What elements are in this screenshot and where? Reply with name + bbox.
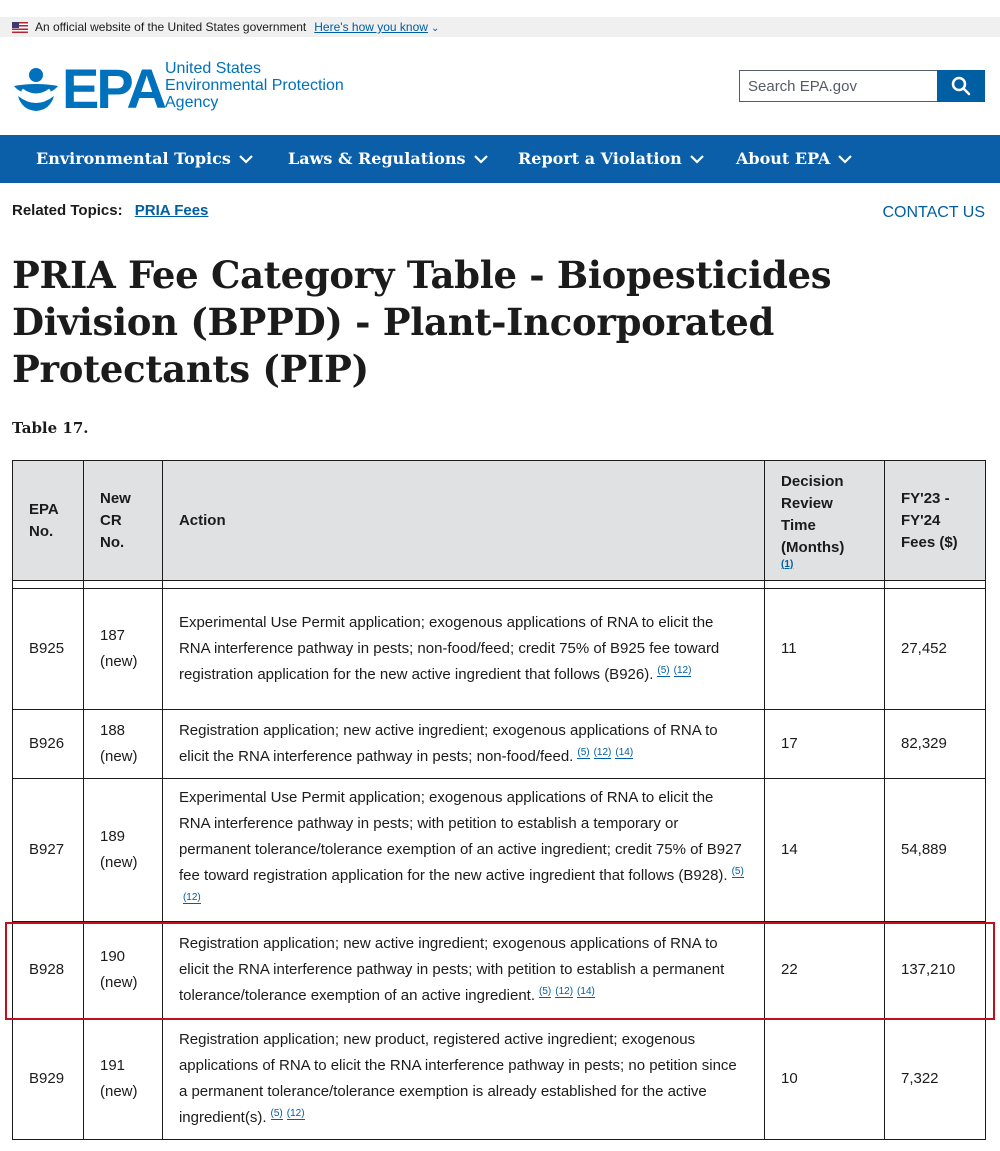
cell-cr-no [83,710,162,779]
search-form [739,70,985,102]
nav-report-violation[interactable] [518,149,705,168]
footnote-link[interactable]: (5) [270,1108,283,1119]
main-nav [0,135,1000,183]
agency-line-2: Environmental Protection [165,77,344,94]
table-row [13,589,986,710]
table-header-row [13,461,986,581]
cell-cr-no [83,779,162,922]
pria-fees-link[interactable]: PRIA Fees [134,202,209,219]
header-epa-no: EPA No. [13,461,84,581]
footnote-link[interactable]: (5) [731,866,744,877]
cell-decision-time: 10 [765,1019,885,1140]
footnote-link[interactable]: (14) [577,986,595,997]
footnote-link[interactable]: (12) [555,986,574,997]
heres-how-you-know-link[interactable] [314,20,439,34]
fee-category-table [12,460,986,1140]
cr-number: 190 [99,948,126,965]
us-flag-icon [12,22,28,33]
footnote-link[interactable]: (5) [539,986,552,997]
epa-logo-text: EPA [62,57,164,120]
cell-epa-no: B929 [13,1019,84,1140]
cell-action [162,779,764,922]
action-text: Experimental Use Permit application; exogenous applications of RNA to elicit the RNA interference pathway in pests; non-food/feed; credit 75% of B925 fee toward registration application for the new active ingredient that follows (B926). [178,614,720,683]
cell-epa-no: B927 [13,779,84,922]
table-spacer-row [13,581,986,589]
cr-number: 188 [99,722,126,739]
cell-decision-time: 11 [765,589,885,710]
contact-us-link[interactable]: CONTACT US [882,204,985,221]
action-text: Registration application; new active ingredient; exogenous applications of RNA to elicit the RNA interference pathway in pests; with petition to establish a permanent tolerance/tolerance exemption of an active ingredient. [178,935,725,1004]
cr-note: (new) [99,1083,138,1100]
nav-label: Laws & Regulations [288,149,466,168]
header-new-cr-no: New CR No. [83,461,162,581]
nav-label: Report a Violation [518,149,682,168]
cell-fee: 82,329 [884,710,985,779]
footnote-link[interactable]: (5) [657,665,670,676]
search-icon [951,76,971,96]
cr-number: 187 [99,627,126,644]
cell-fee: 137,210 [884,922,985,1019]
footnote-link[interactable]: (14) [615,747,634,758]
action-text: Experimental Use Permit application; exogenous applications of RNA to elicit the RNA interference pathway in pests; with petition to establish a temporary or permanent tolerance/tolerance exemption of an active ingredient; credit 75% of B927 fee toward registration application for the new active ingredient that follows (B928). [178,789,742,884]
table-row-highlighted [13,922,986,1019]
nav-label: About EPA [736,149,831,168]
table-row [13,779,986,922]
page-title: PRIA Fee Category Table - Biopesticides Division (BPPD) - Plant-Incorporated Protectants (PIP) [12,253,832,391]
footnote-link[interactable]: (12) [593,747,612,758]
epa-seal-icon [12,66,60,112]
header-fees: FY'23 - FY'24 Fees ($) [884,461,985,581]
heres-how-you-know-label: Here's how you know [314,20,428,34]
chevron-down-icon [837,154,853,164]
cell-cr-no [83,1019,162,1140]
related-topics-label: Related Topics: [12,202,123,219]
chevron-down-icon [238,154,254,164]
footnote-link[interactable]: (12) [182,892,201,903]
cell-decision-time: 22 [765,922,885,1019]
search-button[interactable] [937,70,985,102]
search-input[interactable] [739,70,937,102]
header-decision-time-label: Decision Review Time (Months) [781,472,845,556]
cell-action [162,1019,764,1140]
cell-cr-no [83,922,162,1019]
cell-cr-no [83,589,162,710]
site-header [0,37,1000,135]
cell-fee: 7,322 [884,1019,985,1140]
footnote-link[interactable]: (12) [286,1108,305,1119]
chevron-down-icon [473,154,489,164]
agency-line-3: Agency [165,94,219,111]
cr-number: 189 [99,828,126,845]
agency-name[interactable] [165,60,344,111]
action-text: Registration application; new active ingredient; exogenous applications of RNA to elicit the RNA interference pathway in pests; non-food/feed. [178,722,718,765]
cell-epa-no: B928 [13,922,84,1019]
nav-label: Environmental Topics [36,149,231,168]
nav-environmental-topics[interactable] [36,149,254,168]
footnote-link[interactable]: (12) [673,665,692,676]
related-topics [12,202,208,219]
gov-banner [0,17,1000,37]
cr-note: (new) [99,974,138,991]
cell-fee: 54,889 [884,779,985,922]
agency-line-1: United States [165,60,262,77]
chevron-down-icon: ⌄ [430,23,440,34]
chevron-down-icon [689,154,705,164]
cell-action [162,710,764,779]
action-text: Registration application; new product, registered active ingredient; exogenous applications of RNA to elicit the RNA interference pathway in pests; no petition since a permanent tolerance/tolerance exemption is already established for the active ingredient(s). [178,1031,737,1126]
table-row [13,1019,986,1140]
footnote-link[interactable]: (5) [577,747,590,758]
table-row [13,710,986,779]
table-caption: Table 17. [12,419,89,437]
cell-epa-no: B926 [13,710,84,779]
cr-note: (new) [99,748,138,765]
cr-note: (new) [99,854,138,871]
header-action: Action [162,461,764,581]
epa-logo[interactable] [12,57,164,120]
nav-about-epa[interactable] [736,149,853,168]
cell-epa-no: B925 [13,589,84,710]
cell-fee: 27,452 [884,589,985,710]
gov-banner-text: An official website of the United States government [35,20,307,34]
nav-laws-regulations[interactable] [288,149,489,168]
cell-decision-time: 14 [765,779,885,922]
cr-number: 191 [99,1057,126,1074]
cell-action [162,589,764,710]
cell-decision-time: 17 [765,710,885,779]
cell-action [162,922,764,1019]
footnote-link[interactable]: (1) [781,558,794,570]
header-decision-time [765,461,885,581]
cr-note: (new) [99,653,138,670]
